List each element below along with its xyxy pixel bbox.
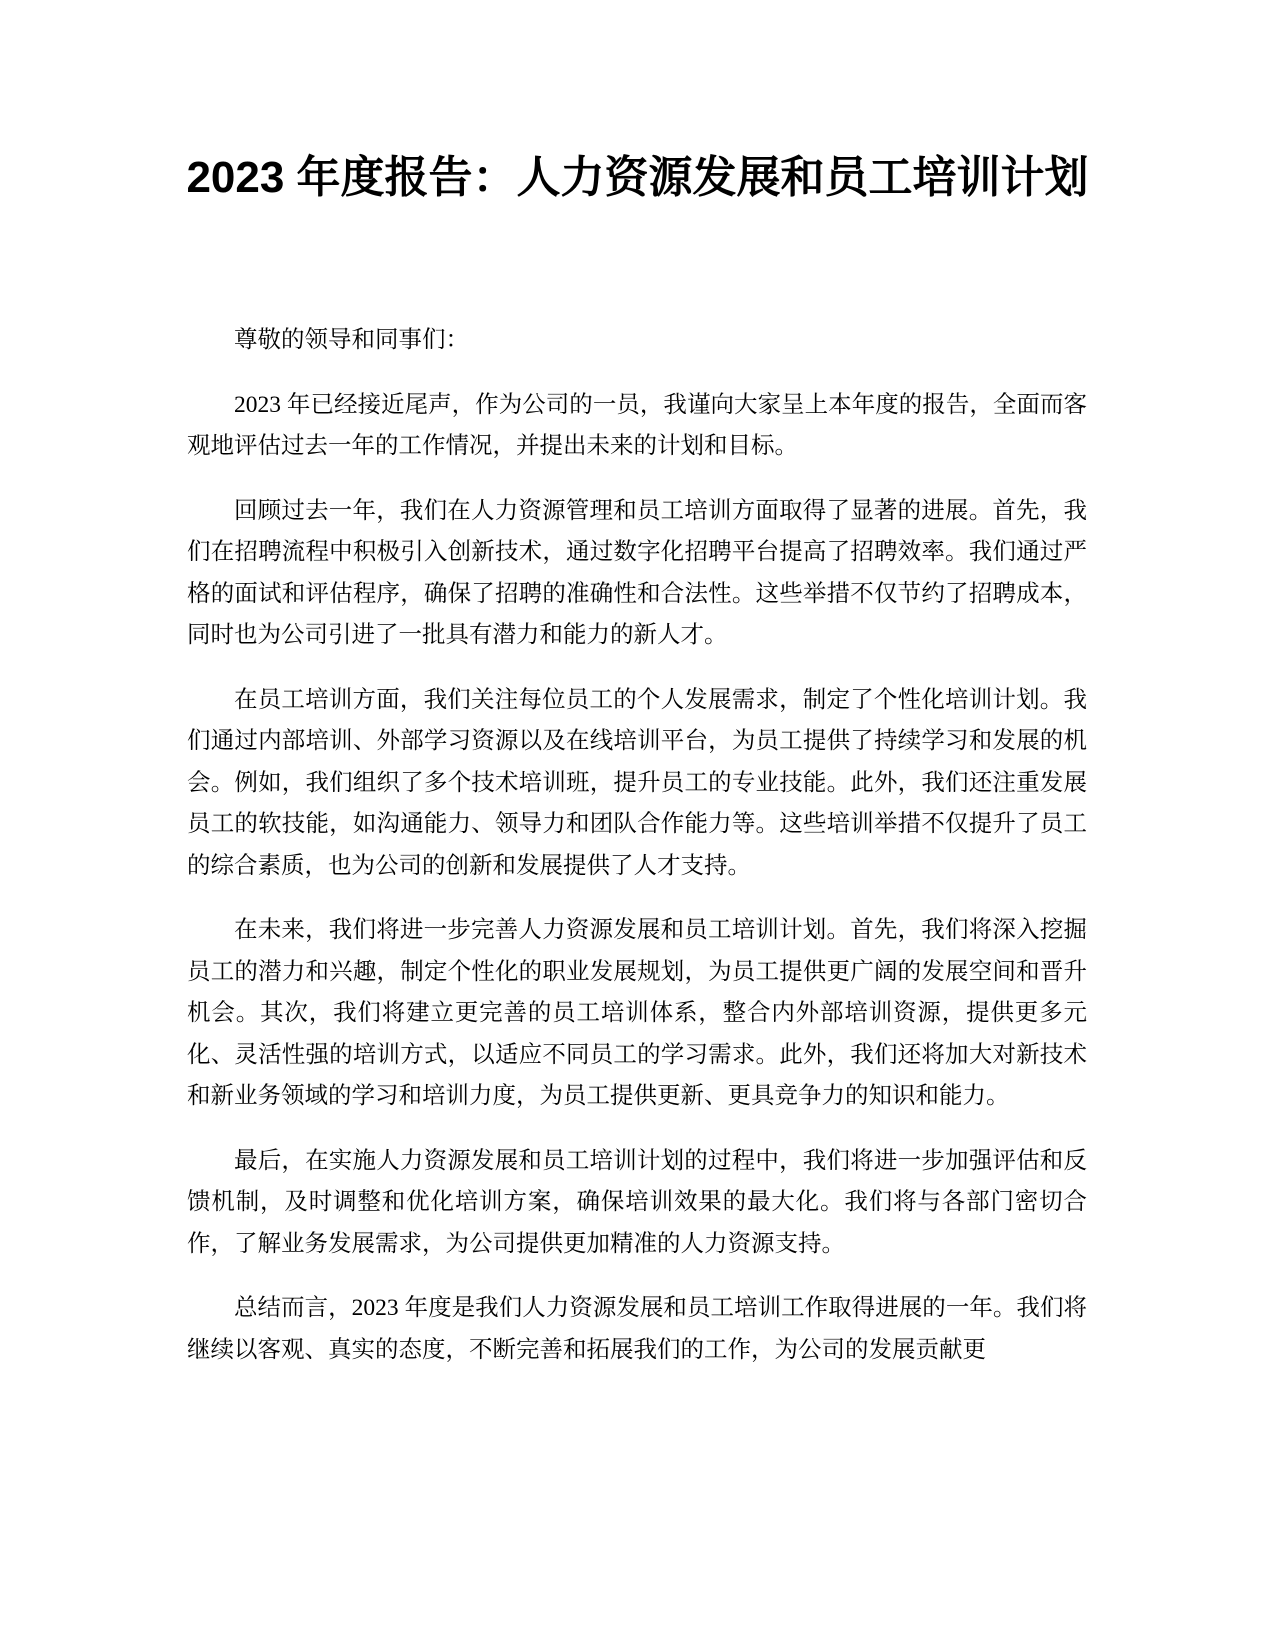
training-paragraph: 在员工培训方面，我们关注每位员工的个人发展需求，制定了个性化培训计划。我们通过内部培训、外部学习资源以及在线培训平台，为员工提供了持续学习和发展的机会。例如，我们组织了多个技术培训班，提升员工的专业技能。此外，我们还注重发展员工的软技能，如沟通能力、领导力和团队合作能力等。这些培训举措不仅提升了员工的综合素质，也为公司的创新和发展提供了人才支持。 — [187, 686, 1087, 879]
document-body — [187, 320, 1087, 1394]
evaluation-paragraph: 最后，在实施人力资源发展和员工培训计划的过程中，我们将进一步加强评估和反馈机制，及时调整和优化培训方案，确保培训效果的最大化。我们将与各部门密切合作，了解业务发展需求，为公司提供更加精准的人力资源支持。 — [187, 1147, 1087, 1257]
salutation-paragraph: 尊敬的领导和同事们： — [234, 327, 469, 353]
future-plan-paragraph: 在未来，我们将进一步完善人力资源发展和员工培训计划。首先，我们将深入挖掘员工的潜力和兴趣，制定个性化的职业发展规划，为员工提供更广阔的发展空间和晋升机会。其次，我们将建立更完善的员工培训体系，整合内外部培训资源，提供更多元化、灵活性强的培训方式，以适应不同员工的学习需求。此外，我们还将加大对新技术和新业务领域的学习和培训力度，为员工提供更新、更具竞争力的知识和能力。 — [187, 917, 1087, 1109]
summary-paragraph: 总结而言，2023 年度是我们人力资源发展和员工培训工作取得进展的一年。我们将继续以客观、真实的态度，不断完善和拓展我们的工作，为公司的发展贡献更 — [187, 1295, 1087, 1363]
intro-paragraph: 2023 年已经接近尾声，作为公司的一员，我谨向大家呈上本年度的报告，全面而客观地评估过去一年的工作情况，并提出未来的计划和目标。 — [187, 391, 1087, 459]
document-title: 2023 年度报告：人力资源发展和员工培训计划 — [186, 153, 1089, 202]
review-paragraph: 回顾过去一年，我们在人力资源管理和员工培训方面取得了显著的进展。首先，我们在招聘流程中积极引入创新技术，通过数字化招聘平台提高了招聘效率。我们通过严格的面试和评估程序，确保了招聘的准确性和合法性。这些举措不仅节约了招聘成本，同时也为公司引进了一批具有潜力和能力的新人才。 — [187, 497, 1087, 648]
